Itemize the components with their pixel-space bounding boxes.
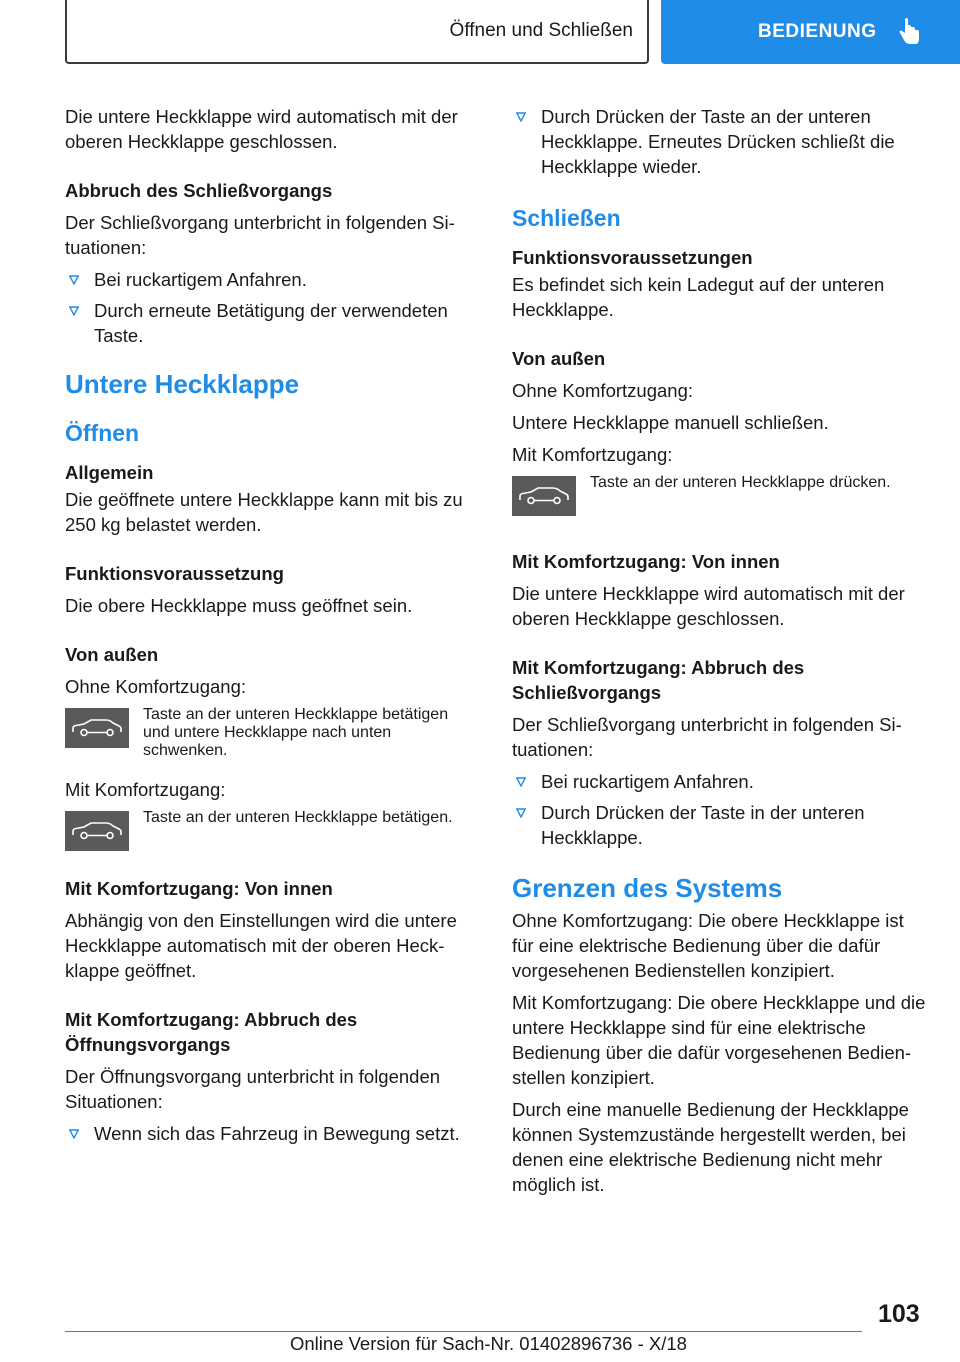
paragraph: Es befindet sich kein Ladegut auf der unteren Heckklappe.: [512, 274, 885, 320]
paragraph: Der Schließvorgang unterbricht in folgenden Situationen:: [65, 212, 455, 258]
bullet-list: [65, 1121, 477, 1146]
triangle-bullet-icon: [69, 275, 79, 285]
paragraph: Der Schließvorgang unterbricht in folgenden Situationen:: [512, 714, 902, 760]
subheading: Von außen: [65, 644, 159, 665]
bullet-list: [512, 104, 926, 179]
bullet-list: [65, 267, 477, 348]
paragraph: Durch eine manuelle Bedienung der Heckklappe können Systemzustände hergestellt werden, bei denen eine elektrische Bedienung nicht mehr möglich ist.: [512, 1099, 909, 1195]
paragraph: Der Öffnungsvorgang unterbricht in folgenden Situationen:: [65, 1066, 441, 1112]
footer-divider: [65, 1331, 862, 1332]
paragraph: Die untere Heckklappe wird automatisch mit der oberen Heckklappe geschlossen.: [512, 583, 905, 629]
footer-version-text: Online Version für Sach-Nr. 01402896736 - X/18: [290, 1333, 687, 1354]
list-item: [65, 298, 477, 348]
icon-instruction-text: Taste an der unteren Heckklappe betätigen und untere Heckklappe nach unten schwenken.: [143, 706, 449, 759]
icon-instruction-text: Taste an der unteren Heckklappe drücken.: [590, 474, 891, 491]
paragraph: Die obere Heckklappe muss geöffnet sein.: [65, 595, 413, 616]
list-item: [512, 769, 926, 794]
header-section-tab: [65, 0, 649, 64]
list-item: [65, 1121, 477, 1146]
bullet-list: [512, 769, 926, 850]
list-item-text: Bei ruckartigem Anfahren.: [541, 771, 754, 792]
subheading: Mit Komfortzugang: Abbruch des Öffnungsvorgangs: [65, 1009, 358, 1055]
paragraph: Untere Heckklappe manuell schließen.: [512, 412, 829, 433]
paragraph: Mit Komfortzugang:: [65, 779, 226, 800]
paragraph: Ohne Komfortzugang:: [65, 676, 246, 697]
icon-instruction: [65, 809, 477, 855]
paragraph: Mit Komfortzugang: Die obere Heckklappe und die untere Heckklappe sind für eine elektrische Bedienung über die dafür vorgesehenen Bedienstellen konzipiert.: [512, 992, 926, 1088]
list-item: [512, 800, 926, 850]
section-heading: Untere Heckklappe: [65, 369, 300, 399]
subheading: Abbruch des Schließvorgangs: [65, 180, 333, 201]
triangle-bullet-icon: [69, 306, 79, 316]
header-chapter-tab: [661, 0, 960, 64]
subheading: Funktionsvoraussetzungen: [512, 247, 753, 268]
triangle-bullet-icon: [69, 1129, 79, 1139]
header-section-title: Öffnen und Schließen: [449, 20, 633, 41]
subheading: Mit Komfortzugang: Von innen: [65, 878, 333, 899]
triangle-bullet-icon: [516, 112, 526, 122]
icon-instruction-text: Taste an der unteren Heckklappe betätigen.: [143, 809, 453, 826]
subsection-heading: Öffnen: [65, 420, 140, 446]
subsection-heading: Schließen: [512, 205, 621, 231]
icon-instruction: [512, 474, 926, 520]
list-item: [512, 104, 926, 179]
paragraph: Die untere Heckklappe wird automatisch mit der oberen Heckklappe geschlossen.: [65, 106, 458, 152]
list-item-text: Durch Drücken der Taste in der unteren Heckklappe.: [541, 802, 865, 848]
car-tailgate-button-icon: [65, 811, 129, 851]
paragraph: Ohne Komfortzugang: Die obere Heckklappe ist für eine elektrische Bedienung über die dafür vorgesehenen Bedienstellen konzipiert.: [512, 910, 904, 981]
paragraph: Mit Komfortzugang:: [512, 444, 673, 465]
triangle-bullet-icon: [516, 777, 526, 787]
car-tailgate-button-icon: [512, 476, 576, 516]
paragraph: Die geöffnete untere Heckklappe kann mit bis zu 250 kg belastet werden.: [65, 489, 463, 535]
paragraph: Ohne Komfortzugang:: [512, 380, 693, 401]
triangle-bullet-icon: [516, 808, 526, 818]
left-column: [65, 104, 477, 1152]
list-item-text: Durch Drücken der Taste an der unteren Heckklappe. Erneutes Drücken schließt die Heckklappe wieder.: [541, 106, 895, 177]
subheading: Funktionsvoraussetzung: [65, 563, 284, 584]
subheading: Allgemein: [65, 462, 154, 483]
list-item-text: Bei ruckartigem Anfahren.: [94, 269, 307, 290]
right-column: [512, 104, 926, 1204]
page-number: 103: [878, 1300, 920, 1328]
list-item: [65, 267, 477, 292]
list-item-text: Wenn sich das Fahrzeug in Bewegung setzt.: [94, 1123, 460, 1144]
subheading: Von außen: [512, 348, 606, 369]
header-chapter-title: BEDIENUNG: [758, 21, 877, 42]
subheading: Mit Komfortzugang: Abbruch des Schließvorgangs: [512, 657, 805, 703]
subheading: Mit Komfortzugang: Von innen: [512, 551, 780, 572]
icon-instruction: [65, 706, 477, 760]
car-tailgate-button-icon: [65, 708, 129, 748]
pointing-hand-icon: [897, 18, 921, 46]
section-heading: Grenzen des Systems: [512, 873, 783, 903]
list-item-text: Durch erneute Betätigung der verwendeten Taste.: [94, 300, 448, 346]
paragraph: Abhängig von den Einstellungen wird die untere Heckklappe automatisch mit der oberen Heckklappe geöffnet.: [65, 910, 457, 981]
